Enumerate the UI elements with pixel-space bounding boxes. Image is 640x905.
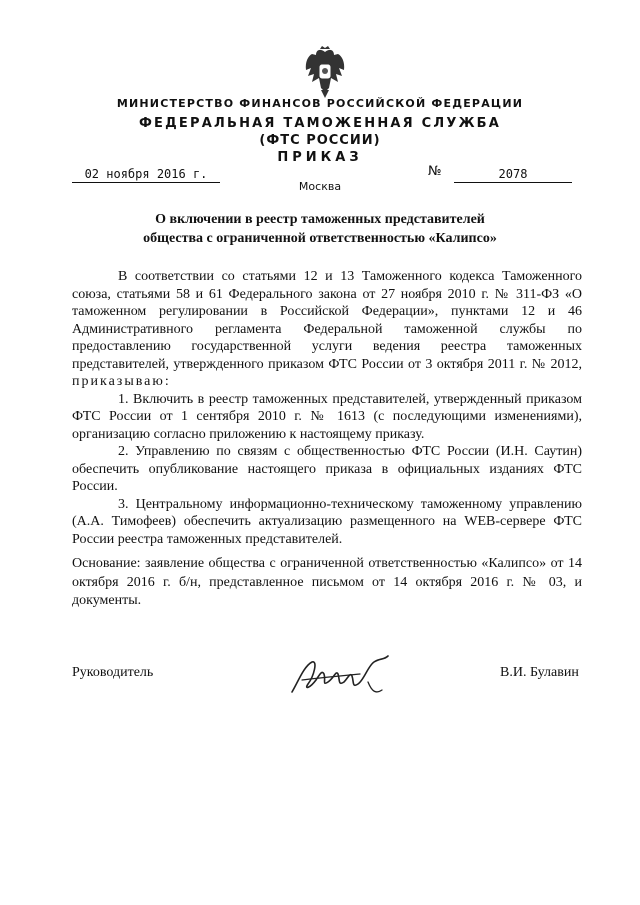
order-number: 2078 xyxy=(454,166,572,183)
number-sign: № xyxy=(428,164,442,179)
preamble-text: В соответствии со статьями 12 и 13 Таможенного кодекса Таможенного союза, статьями 58 и 61 Федерального закона от 27 ноября 2010 г. № 311-ФЗ «О таможенном регулировании в Российской Федерации», пунктами 12 и 46 Административного регламента Федеральной таможенной службы по предоставлению государственной услуги ведения реестра таможенных представителей, утвержденного приказом ФТС России от 3 октября 2011 г. № 2012, xyxy=(72,269,582,372)
order-title-line-1: О включении в реестр таможенных представителей xyxy=(155,212,485,227)
service-name: ФЕДЕРАЛЬНАЯ ТАМОЖЕННАЯ СЛУЖБА xyxy=(138,116,502,131)
handwritten-signature-icon xyxy=(288,652,398,698)
order-title xyxy=(0,210,640,248)
signatory-title: Руководитель xyxy=(72,665,154,680)
service-abbreviation: (ФТС РОССИИ) xyxy=(259,133,381,148)
city: Москва xyxy=(298,180,342,193)
basis-paragraph: Основание: заявление общества с ограниченной ответственностью «Калипсо» от 14 октября 2016 г. б/н, представленное письмом от 14 октября 2016 г. № 03, и документы. xyxy=(72,556,582,608)
order-date: 02 ноября 2016 г. xyxy=(72,166,220,183)
order-item-1: 1. Включить в реестр таможенных представителей, утвержденный приказом ФТС России от 1 сентября 2010 г. № 1613 (с последующими изменениями), организацию согласно приложению к настоящему приказу. xyxy=(72,391,582,442)
ministry-name: МИНИСТЕРСТВО ФИНАНСОВ РОССИЙСКОЙ ФЕДЕРАЦИИ xyxy=(116,97,524,110)
signatory-name: В.И. Булавин xyxy=(500,665,579,680)
order-title-line-2: общества с ограниченной ответственностью «Калипсо» xyxy=(143,231,497,246)
preamble xyxy=(72,268,582,391)
order-body xyxy=(72,268,582,548)
coat-of-arms-icon xyxy=(302,46,348,98)
order-verb: приказываю: xyxy=(72,374,171,389)
order-item-2: 2. Управлению по связям с общественностью ФТС России (И.Н. Саутин) обеспечить опубликование настоящего приказа в официальных изданиях ФТС России. xyxy=(72,444,582,494)
document-type: ПРИКАЗ xyxy=(277,150,363,165)
order-item-3: 3. Центральному информационно-техническому таможенному управлению (А.А. Тимофеев) обеспечить актуализацию размещенного на WEB-сервере ФТС России реестра таможенных представителей. xyxy=(72,496,582,547)
